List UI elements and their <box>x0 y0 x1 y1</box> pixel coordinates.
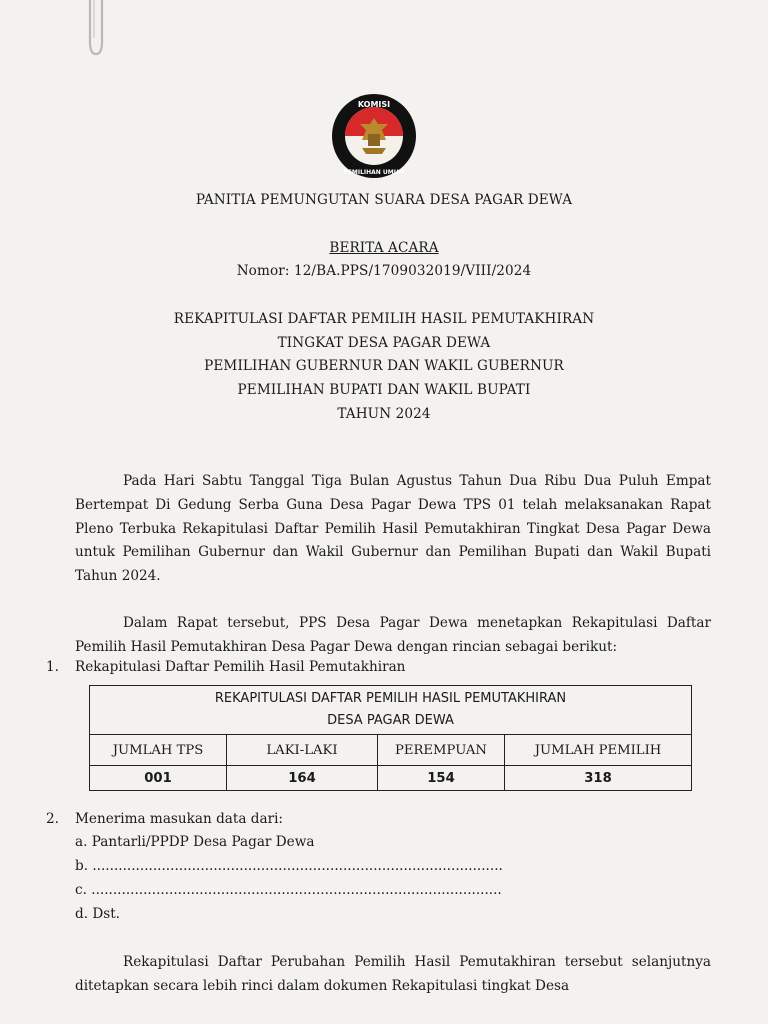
doc-number: Nomor: 12/BA.PPS/1709032019/VIII/2024 <box>236 263 532 279</box>
table-title-line-1: REKAPITULASI DAFTAR PEMILIH HASIL PEMUTAKHIRAN <box>214 691 567 706</box>
recap-table <box>89 685 692 791</box>
title-line-4: PEMILIHAN BUPATI DAN WAKIL BUPATI <box>237 382 531 398</box>
logo-text-bottom: PEMILIHAN UMUM <box>343 169 405 176</box>
logo-text-top: KOMISI <box>357 100 391 109</box>
paragraph-opening: Pada Hari Sabtu Tanggal Tiga Bulan Agustus Tahun Dua Ribu Dua Puluh Empat Bertempat Di Gedung Serba Guna Desa Pagar Dewa TPS 01 telah melaksanakan Rapat Pleno Terbuka Rekapitulasi Daftar Pemilih Hasil Pemutakhiran Tingkat Desa Pagar Dewa untuk Pemilihan Gubernur dan Wakil Gubernur dan Pemilihan Bupati dan Wakil Bupati Tahun 2024. <box>75 473 711 585</box>
value-perempuan: 154 <box>378 766 505 791</box>
doc-type: BERITA ACARA <box>329 240 439 256</box>
kpu-logo-icon <box>330 92 418 180</box>
org-name: PANITIA PEMUNGUTAN SUARA DESA PAGAR DEWA <box>195 192 573 208</box>
header-jumlah-pemilih: JUMLAH PEMILIH <box>505 735 692 766</box>
item-2-text: Menerima masukan data dari: <box>75 811 283 827</box>
header-laki-laki: LAKI-LAKI <box>227 735 378 766</box>
item-2-sub-d: d. Dst. <box>75 906 121 922</box>
item-1-number: 1. <box>46 659 59 675</box>
paper-clip-icon <box>84 0 106 62</box>
item-2-sub-c: c. ............................................................................................... <box>75 882 502 898</box>
item-1-text: Rekapitulasi Daftar Pemilih Hasil Pemutakhiran <box>75 659 406 675</box>
value-jumlah-tps: 001 <box>90 766 227 791</box>
item-2-number: 2. <box>46 811 59 827</box>
table-title-line-2: DESA PAGAR DEWA <box>327 713 454 728</box>
title-line-1: REKAPITULASI DAFTAR PEMILIH HASIL PEMUTAKHIRAN <box>173 311 595 327</box>
paragraph-closing: Rekapitulasi Daftar Perubahan Pemilih Hasil Pemutakhiran tersebut selanjutnya ditetapkan secara lebih rinci dalam dokumen Rekapitulasi tingkat Desa <box>75 954 711 994</box>
value-jumlah-pemilih: 318 <box>505 766 692 791</box>
header-jumlah-tps: JUMLAH TPS <box>90 735 227 766</box>
title-line-3: PEMILIHAN GUBERNUR DAN WAKIL GUBERNUR <box>204 358 564 374</box>
paragraph-decision: Dalam Rapat tersebut, PPS Desa Pagar Dewa menetapkan Rekapitulasi Daftar Pemilih Hasil Pemutakhiran Desa Pagar Dewa dengan rincian sebagai berikut: <box>75 615 711 655</box>
title-line-5: TAHUN 2024 <box>337 406 431 422</box>
value-laki-laki: 164 <box>227 766 378 791</box>
header-perempuan: PEREMPUAN <box>378 735 505 766</box>
item-2-sub-a: a. Pantarli/PPDP Desa Pagar Dewa <box>75 834 315 850</box>
title-line-2: TINGKAT DESA PAGAR DEWA <box>277 335 491 351</box>
table-title <box>90 686 692 735</box>
item-2-sub-b: b. ............................................................................................... <box>75 858 503 874</box>
